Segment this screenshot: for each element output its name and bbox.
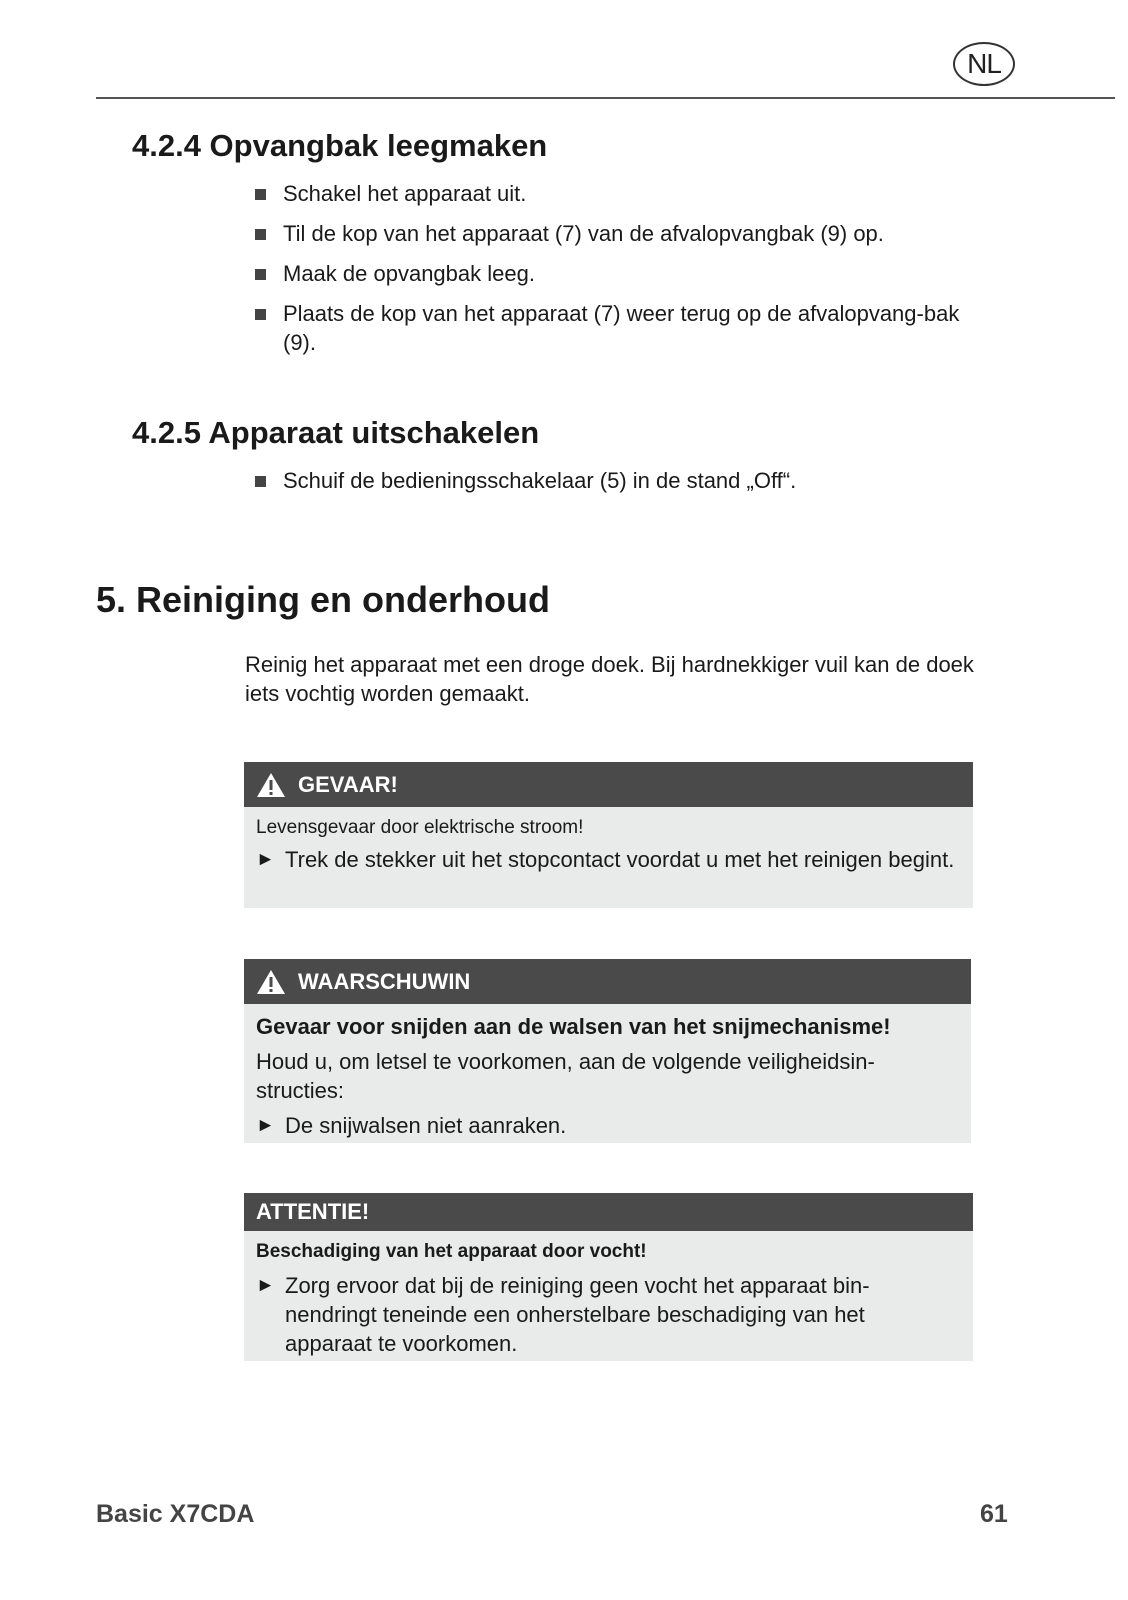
section-425-list [255, 466, 995, 506]
list-item: Maak de opvangbak leeg. [255, 259, 995, 288]
arrow-right-icon: ► [256, 1275, 275, 1296]
list-item: Plaats de kop van het apparaat (7) weer terug op de afvalopvang-bak (9). [255, 299, 983, 357]
arrow-right-icon: ► [256, 849, 275, 870]
section-5-intro: Reinig het apparaat met een droge doek. Bij hardnekkiger vuil kan de doek iets vochtig worden gemaakt. [245, 652, 974, 706]
attention-action: ► Zorg ervoor dat bij de reiniging geen vocht het apparaat bin-nendringt teneinde een onherstelbare beschadiging van het apparaat te voorkomen. [256, 1273, 870, 1356]
square-bullet-icon [255, 229, 266, 240]
square-bullet-icon [255, 189, 266, 200]
warning-text: Houd u, om letsel te voorkomen, aan de volgende veiligheidsin-structies: [256, 1049, 875, 1103]
square-bullet-icon [255, 476, 266, 487]
section-425-title: 4.2.5 Apparaat uitschakelen [132, 415, 540, 450]
language-badge [953, 42, 1015, 86]
attention-box [244, 1193, 973, 1361]
warning-triangle-icon [256, 772, 286, 798]
list-item: Schakel het apparaat uit. [255, 179, 995, 208]
header-divider [96, 97, 1115, 99]
danger-action: ► Trek de stekker uit het stopcontact voordat u met het reinigen begint. [256, 847, 955, 872]
warning-heading: WAARSCHUWIN [298, 968, 471, 994]
attention-box-header [244, 1193, 973, 1231]
attention-subtitle: Beschadiging van het apparaat door vocht! [256, 1241, 647, 1262]
square-bullet-icon [255, 309, 266, 320]
warning-action: ► De snijwalsen niet aanraken. [256, 1113, 567, 1138]
warning-triangle-icon [256, 969, 286, 995]
language-label: NL [967, 48, 1001, 79]
section-5-title: 5. Reiniging en onderhoud [96, 579, 550, 620]
danger-subtitle: Levensgevaar door elektrische stroom! [256, 817, 584, 838]
list-item: Til de kop van het apparaat (7) van de afvalopvangbak (9) op. [255, 219, 995, 248]
warning-box-body [244, 1004, 971, 1146]
section-424-title: 4.2.4 Opvangbak leegmaken [132, 128, 548, 163]
arrow-right-icon: ► [256, 1115, 275, 1136]
warning-box [244, 959, 971, 1143]
attention-heading: ATTENTIE! [256, 1199, 370, 1224]
danger-box-body [244, 807, 973, 880]
danger-heading: GEVAAR! [298, 771, 398, 797]
attention-box-body [244, 1231, 973, 1364]
danger-box-header [244, 762, 973, 807]
footer-model: Basic X7CDA [96, 1500, 255, 1528]
warning-box-header [244, 959, 971, 1004]
square-bullet-icon [255, 269, 266, 280]
section-424-list [255, 179, 995, 368]
list-item: Schuif de bedieningsschakelaar (5) in de stand „Off“. [255, 466, 995, 495]
warning-subtitle: Gevaar voor snijden aan de walsen van het snijmechanisme! [256, 1014, 891, 1039]
danger-box [244, 762, 973, 908]
page-number: 61 [980, 1500, 1008, 1528]
